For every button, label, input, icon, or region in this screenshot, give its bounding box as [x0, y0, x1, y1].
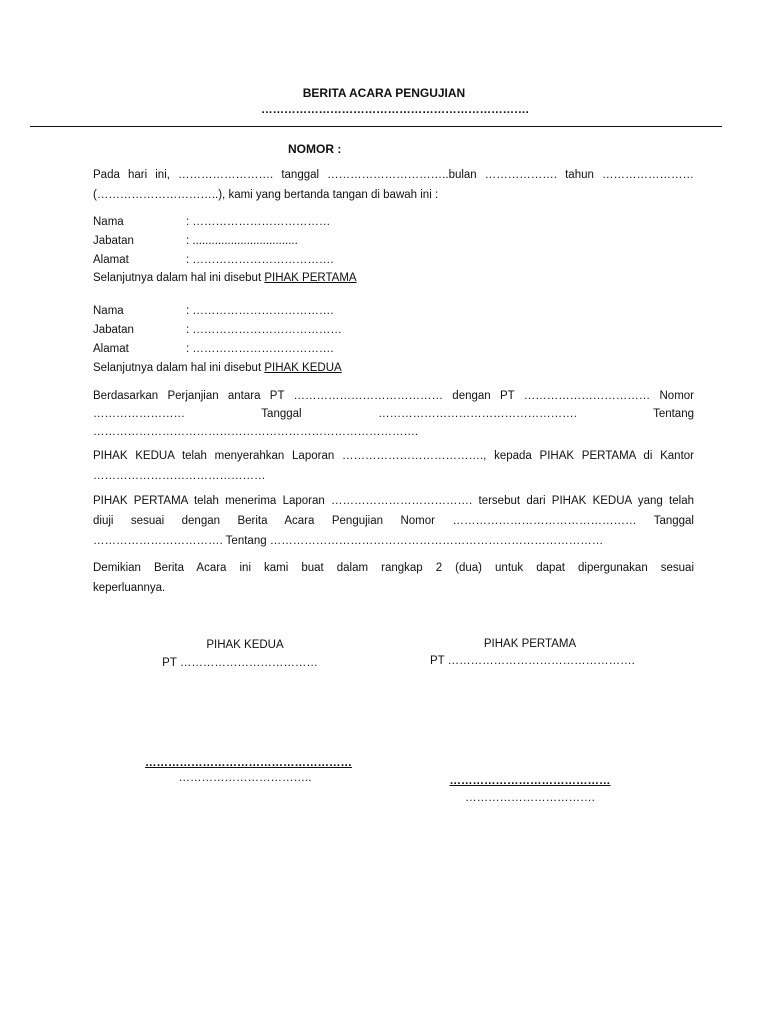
p3-line-1: PIHAK PERTAMA telah menerima Laporan ………………………………. tersebut dari PIHAK KEDUA yang telah	[93, 495, 694, 507]
intro-paragraph	[93, 165, 694, 205]
pk-alamat-value: : ……………………………….	[186, 343, 334, 355]
penerimaan-paragraph	[93, 491, 694, 551]
pk-caption-text: Selanjutnya dalam hal ini disebut	[93, 362, 265, 374]
p1-line-3: ………………………………………………………………………….	[93, 426, 419, 438]
pk-jabatan-label: Jabatan	[93, 324, 134, 336]
pp-nama-value: : ………………………………	[186, 216, 331, 228]
pp-nama-label: Nama	[93, 216, 124, 228]
p2-line-2: ………………………………………	[93, 470, 266, 482]
penyerahan-paragraph	[93, 446, 694, 486]
header-divider	[30, 126, 722, 127]
perjanjian-paragraph	[93, 387, 694, 441]
intro-line-1: Pada hari ini, ……………………. tanggal …………………………..bulan ………………. tahun ……………………	[93, 169, 694, 181]
sig-left-company: PT ………………………………	[162, 657, 318, 669]
pk-jabatan-value: : …………………………………	[186, 324, 342, 336]
document-subtitle-dots: …………………………………………………………….	[261, 104, 529, 116]
sig-left-name-line: ………………………………………………	[145, 757, 352, 769]
pp-caption-text: Selanjutnya dalam hal ini disebut	[93, 272, 265, 284]
p1-line-1: Berdasarkan Perjanjian antara PT ………………………………… dengan PT …………………………… Nomor	[93, 390, 694, 402]
pp-alamat-label: Alamat	[93, 254, 129, 266]
pk-alamat-label: Alamat	[93, 343, 129, 355]
sig-left-position-line: ……………………………..	[178, 772, 312, 784]
penutup-paragraph	[93, 558, 694, 598]
pk-nama-label: Nama	[93, 305, 124, 317]
sig-right-position-line: …………………………….	[465, 792, 595, 804]
p3-line-2: diuji sesuai dengan Berita Acara Pengujian Nomor ………………………………………… Tanggal	[93, 515, 694, 527]
pp-jabatan-value: : .................................	[186, 235, 298, 247]
intro-line-2: (…………………………..), kami yang bertanda tangan di bawah ini :	[93, 189, 439, 201]
sig-right-name-line: ……………………………………	[449, 775, 611, 787]
pp-jabatan-label: Jabatan	[93, 235, 134, 247]
pp-caption	[93, 272, 357, 284]
pk-caption	[93, 362, 342, 374]
sig-left-party: PIHAK KEDUA	[206, 639, 284, 651]
sig-right-party: PIHAK PERTAMA	[483, 638, 577, 650]
p2-line-1: PIHAK KEDUA telah menyerahkan Laporan ………………………………., kepada PIHAK PERTAMA di Kantor	[93, 450, 694, 462]
nomor-label: NOMOR :	[288, 142, 342, 156]
document-title: BERITA ACARA PENGUJIAN	[302, 86, 466, 100]
pk-caption-party: PIHAK KEDUA	[264, 362, 342, 374]
pp-alamat-value: : ……………………………….	[186, 254, 334, 266]
p1-line-2: …………………… Tanggal ……………………………………………. Tentang	[93, 408, 694, 420]
sig-right-company: PT ………………………………………….	[430, 655, 635, 667]
pp-caption-party: PIHAK PERTAMA	[264, 272, 357, 284]
p4-line-1: Demikian Berita Acara ini kami buat dalam rangkap 2 (dua) untuk dapat dipergunakan sesuai	[93, 562, 694, 574]
pk-nama-value: : ……………………………….	[186, 305, 334, 317]
p4-line-2: keperluannya.	[93, 582, 166, 594]
p3-line-3: ……………………………. Tentang ……………………………………………………………………………	[93, 535, 604, 547]
